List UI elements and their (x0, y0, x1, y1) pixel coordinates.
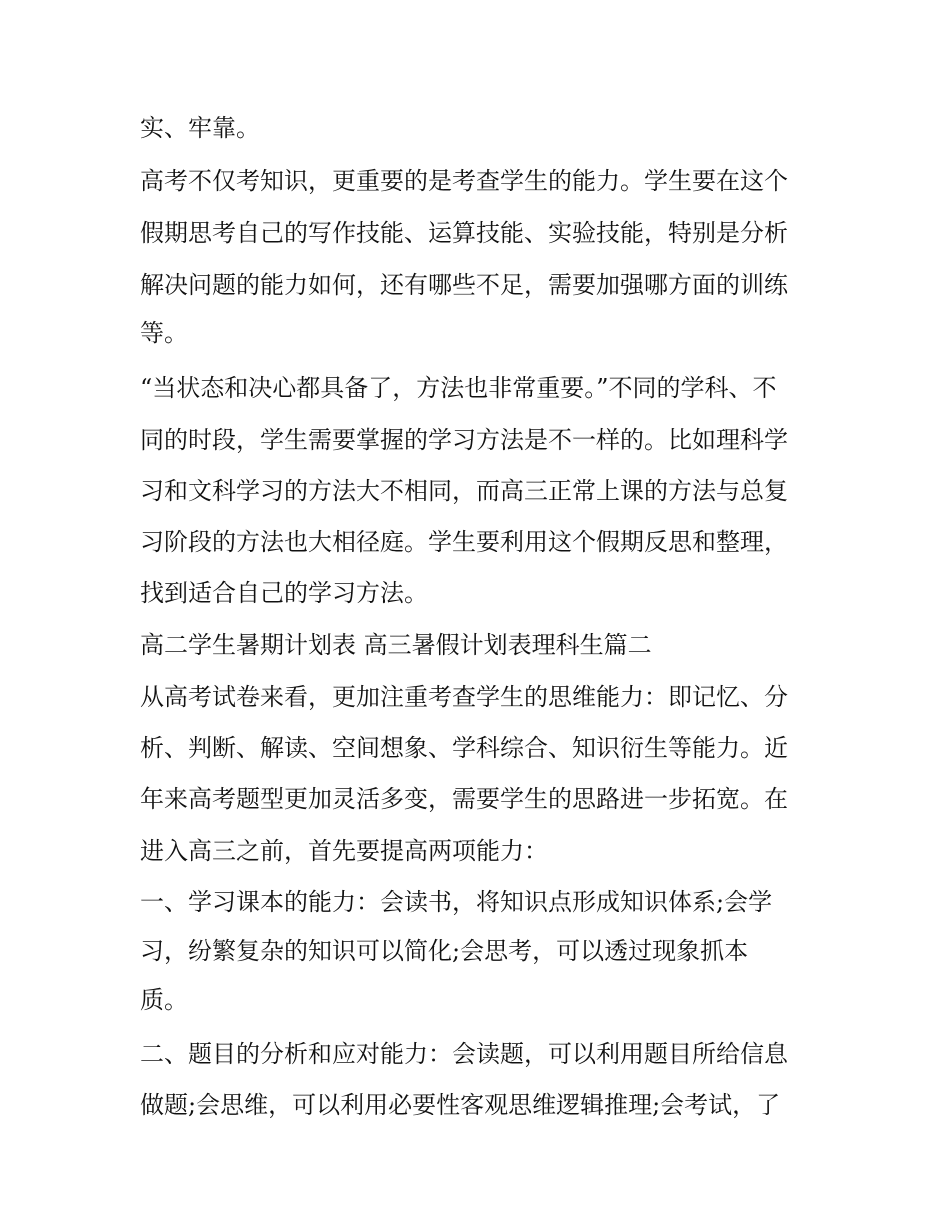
text-line: 假期思考自己的写作技能、运算技能、实验技能，特别是分析 (140, 219, 788, 247)
section-heading: 高二学生暑期计划表 高三暑假计划表理科生篇二 (140, 631, 652, 659)
text-line: 习，纷繁复杂的知识可以简化;会思考，可以透过现象抓本 (140, 937, 749, 965)
text-line: 等。 (140, 319, 188, 347)
text-line: 习阶段的方法也大相径庭。学生要利用这个假期反思和整理， (140, 528, 788, 556)
text-line: 质。 (140, 986, 188, 1014)
text-line: 找到适合自己的学习方法。 (140, 579, 428, 607)
text-line: 做题;会思维，可以利用必要性客观思维逻辑推理;会考试，了 (140, 1091, 781, 1119)
text-line: 同的时段，学生需要掌握的学习方法是不一样的。比如理科学 (140, 426, 788, 454)
text-line: 解决问题的能力如何，还有哪些不足，需要加强哪方面的训练 (140, 271, 788, 299)
text-line: “当状态和决心都具备了，方法也非常重要。”不同的学科、不 (140, 374, 777, 402)
text-line: 析、判断、解读、空间想象、学科综合、知识衍生等能力。近 (140, 734, 788, 762)
text-line: 二、题目的分析和应对能力：会读题，可以利用题目所给信息 (140, 1040, 788, 1068)
text-line: 习和文科学习的方法大不相同，而高三正常上课的方法与总复 (140, 477, 788, 505)
text-line: 一、学习课本的能力：会读书，将知识点形成知识体系;会学 (140, 888, 773, 916)
text-line: 实、牢靠。 (140, 114, 260, 142)
text-line: 高考不仅考知识，更重要的是考查学生的能力。学生要在这个 (140, 167, 788, 195)
text-line: 从高考试卷来看，更加注重考查学生的思维能力：即记忆、分 (140, 683, 788, 711)
text-line: 进入高三之前，首先要提高两项能力： (140, 837, 548, 865)
text-line: 年来高考题型更加灵活多变，需要学生的思路进一步拓宽。在 (140, 785, 788, 813)
